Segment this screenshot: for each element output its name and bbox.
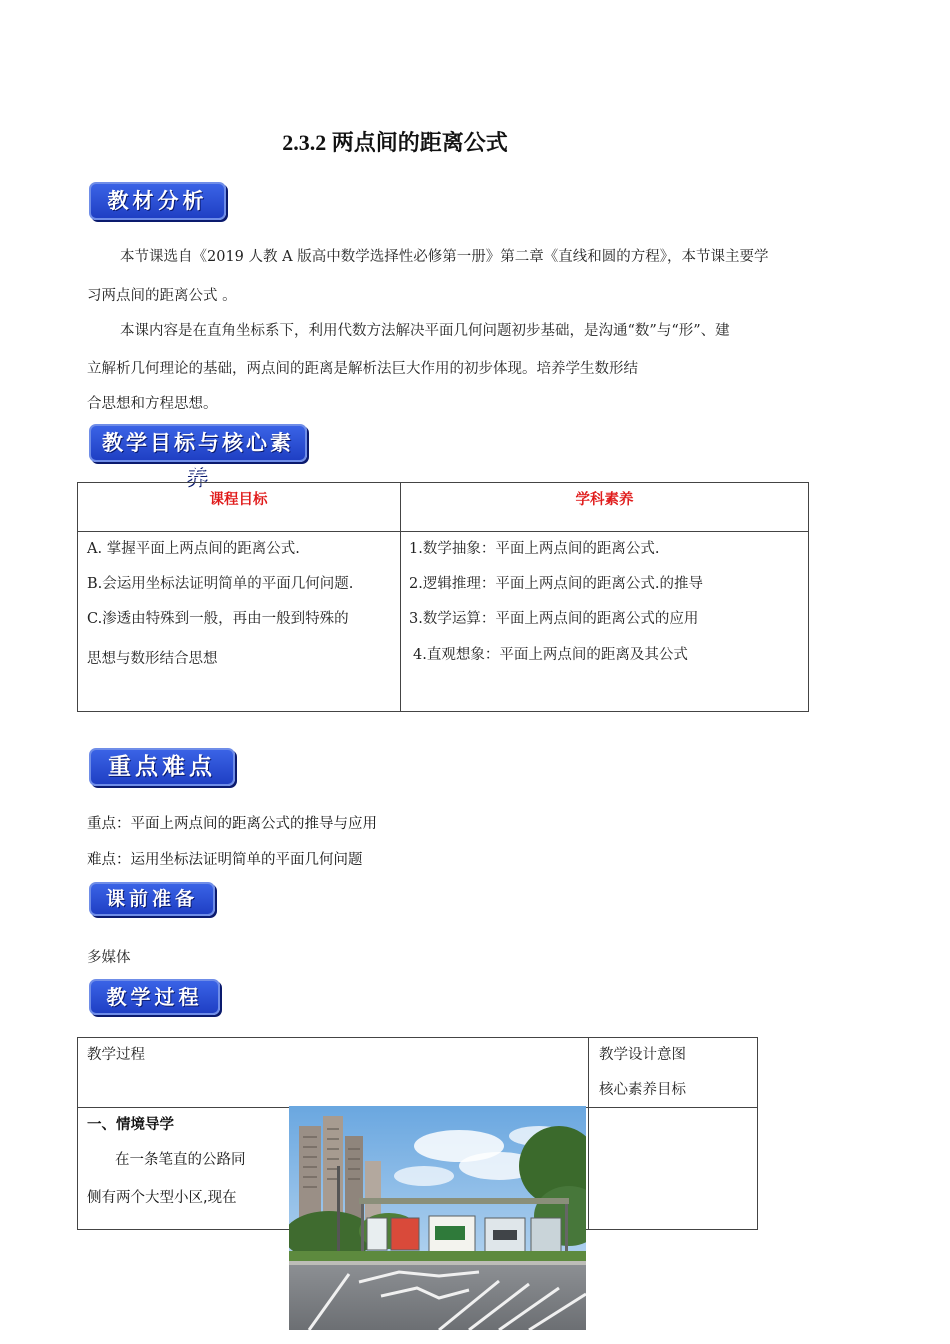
analysis-paragraph-2-line-3: 合思想和方程思想。: [87, 396, 218, 412]
section-banner-goals: 教学目标与核心素养: [89, 424, 307, 462]
literacy-item-1: 1.数学抽象：平面上两点间的距离公式.: [409, 541, 660, 557]
analysis-paragraph-1-line-2: 习两点间的距离公式 。: [87, 288, 237, 304]
section-banner-keypoints: 重点难点: [89, 748, 235, 786]
key-point: 重点：平面上两点间的距离公式的推导与应用: [87, 816, 377, 832]
preparation-text: 多媒体: [87, 950, 131, 966]
bus-stop-photo: [289, 1106, 586, 1330]
goal-item-c: C.渗透由特殊到一般，再由一般到特殊的: [87, 611, 349, 627]
section-banner-process: 教学过程: [89, 979, 220, 1015]
analysis-paragraph-2-line-2: 立解析几何理论的基础，两点间的距离是解析法巨大作用的初步体现。培养学生数形结: [87, 361, 638, 377]
literacy-item-4: 4.直观想象：平面上两点间的距离及其公式: [413, 647, 688, 663]
process-step-line-1: 在一条笔直的公路同: [115, 1152, 246, 1168]
goal-item-b: B.会运用坐标法证明简单的平面几何问题.: [87, 576, 354, 592]
analysis-paragraph-1-line-1: 本节课选自《2019 人教 A 版高中数学选择性必修第一册》第二章《直线和圆的方程》，本节课主要学: [120, 249, 769, 265]
process-header-right-1: 教学设计意图: [599, 1047, 686, 1063]
goals-header-literacy: 学科素养: [575, 492, 634, 508]
section-banner-preparation: 课前准备: [89, 882, 215, 916]
process-step-line-2: 侧有两个大型小区,现在: [87, 1190, 237, 1206]
process-table-column-divider: [588, 1037, 589, 1230]
literacy-item-3: 3.数学运算：平面上两点间的距离公式的应用: [409, 611, 699, 627]
process-header-right-2: 核心素养目标: [599, 1082, 686, 1098]
goal-item-a: A. 掌握平面上两点间的距离公式.: [87, 541, 300, 557]
goals-table-header-divider: [77, 531, 809, 532]
analysis-paragraph-2-line-1: 本课内容是在直角坐标系下，利用代数方法解决平面几何问题初步基础，是沟通“数”与“形”、建: [120, 323, 730, 339]
goals-table-column-divider: [400, 482, 401, 712]
goal-item-c-cont: 思想与数形结合思想: [87, 651, 218, 667]
page-title: 2.3.2 两点间的距离公式: [282, 130, 508, 155]
goals-table: [77, 482, 809, 712]
section-banner-analysis: 教材分析: [89, 182, 226, 220]
difficult-point: 难点：运用坐标法证明简单的平面几何问题: [87, 852, 363, 868]
goals-header-course: 课程目标: [209, 492, 268, 508]
literacy-item-2: 2.逻辑推理：平面上两点间的距离公式.的推导: [409, 576, 703, 592]
process-step-title: 一、情境导学: [87, 1117, 174, 1133]
process-header-left: 教学过程: [87, 1047, 145, 1063]
